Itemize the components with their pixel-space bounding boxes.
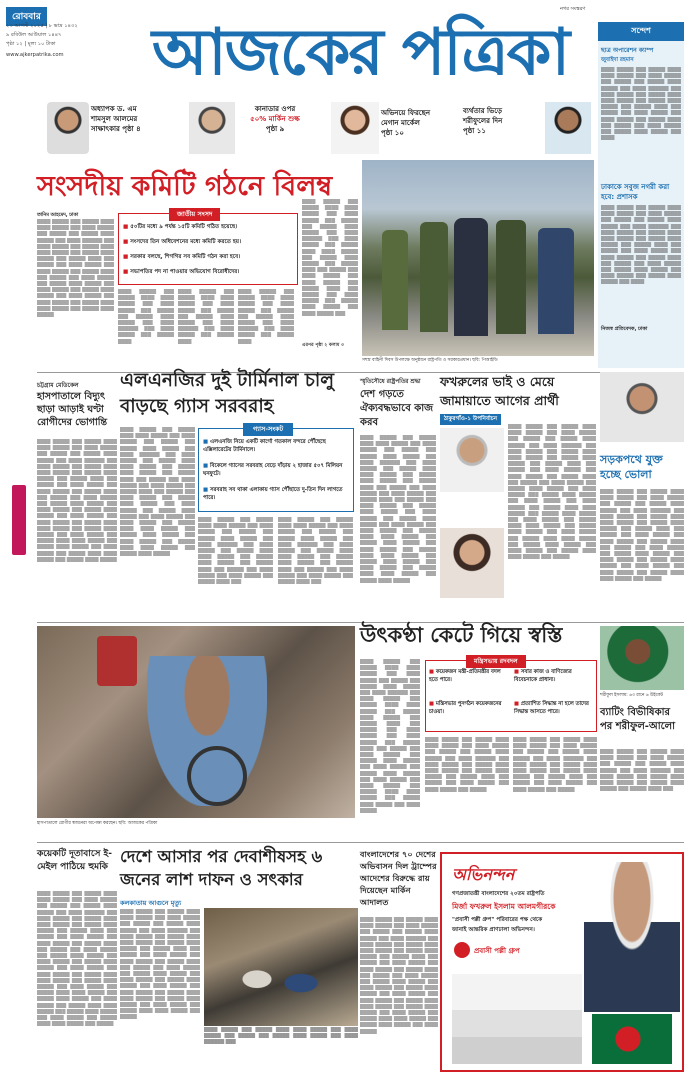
side-logo-strip	[12, 485, 26, 555]
hospital-photo-caption: হাসপাতালে রোগীর স্বজনেরা অপেক্ষা করছেন। ছবি: আজকের পত্রিকা	[37, 821, 158, 826]
relief-headline[interactable]: উৎকণ্ঠা কেটে গিয়ে স্বস্তি	[360, 623, 563, 647]
sharif-caption: শরীফুল ইসলাম: ৬৩ রানে ৬ উইকেট	[600, 693, 663, 698]
funeral-photo-figures	[224, 948, 334, 1026]
cabinet-bullet-3: ■ সবার কাজ ও বাণিজ্যের বিবেচনাকে প্রাধান্য।	[514, 669, 572, 683]
trump-headline[interactable]: বাংলাদেশের ৭০ দেশের অভিবাসন দিল ট্রাম্পের আদেশের বিরুদ্ধে রায় দিয়েছেন মার্কিন আদালত	[360, 849, 437, 907]
cabinet-bullet-2: ■ মন্ত্রিসভার পুনর্গঠন কয়েকজনের চাওয়া।	[429, 701, 502, 715]
lead-photo	[362, 160, 594, 356]
relief-body-1: ▒▒▒▒ ▒▒▒▒▒ ▒▒▒ ▒▒▒▒▒ ▒▒▒▒ ▒▒▒▒ ▒▒▒▒▒ ▒▒▒ ▒▒▒▒ ▒▒▒▒▒ ▒▒▒ ▒▒▒▒▒ ▒▒▒ ▒▒▒▒▒ ▒▒▒▒ ▒▒▒▒▒ ▒▒▒ ▒▒▒▒ ▒▒▒▒▒▒ ▒▒▒ ▒▒▒▒ ▒▒▒▒▒ ▒▒▒ ▒▒▒▒▒ ▒▒▒▒ ▒▒▒▒ ▒▒▒▒▒ ▒▒▒ ▒▒▒▒▒ ▒▒▒▒ ▒▒▒▒▒ ▒▒▒ ▒▒▒▒▒ ▒▒▒▒ ▒▒▒ ▒▒▒▒▒ ▒▒▒ ▒▒▒▒ ▒▒▒▒▒ ▒▒▒ ▒▒▒▒ ▒▒▒▒▒ ▒▒▒ ▒▒▒▒▒ ▒▒▒▒ ▒▒▒ ▒▒▒▒▒ ▒▒▒ ▒▒▒▒ ▒▒▒▒▒ ▒▒▒ ▒▒▒▒▒ ▒▒▒▒ ▒▒▒▒▒ ▒▒▒ ▒▒▒▒ ▒▒▒▒▒ ▒▒▒ ▒▒▒▒▒ ▒▒▒▒ ▒▒▒▒▒ ▒▒▒ ▒▒▒▒ ▒▒▒▒▒ ▒▒▒ ▒▒▒▒ ▒▒▒▒▒ ▒▒▒ ▒▒▒▒▒ ▒▒▒▒ ▒▒▒▒ ▒▒▒▒▒ ▒▒▒ ▒▒▒▒▒ ▒▒▒▒ ▒▒▒▒▒ ▒▒▒ ▒▒▒▒ ▒▒▒▒▒	[360, 660, 420, 814]
teaser-2-text: কানাডার ওপর ৫০% মার্কিন শুল্ক পৃষ্ঠা ৯	[250, 105, 300, 133]
lead-photo-figure-5	[538, 228, 574, 334]
masthead-date: ২৩ আগস্ট ২০২৫ | ৮ ভাদ্র ১৪৩২	[6, 23, 78, 29]
teaser-bar	[37, 100, 595, 156]
road-photo	[600, 372, 684, 442]
relief-body-2: ▒▒▒▒ ▒▒▒▒▒ ▒▒▒ ▒▒▒▒▒ ▒▒▒▒ ▒▒▒▒ ▒▒▒▒▒ ▒▒▒ ▒▒▒▒ ▒▒▒▒▒ ▒▒▒ ▒▒▒▒▒ ▒▒▒ ▒▒▒▒▒ ▒▒▒▒ ▒▒▒▒▒ ▒▒▒ ▒▒▒▒ ▒▒▒▒▒▒ ▒▒▒ ▒▒▒▒ ▒▒▒▒▒ ▒▒▒ ▒▒▒▒▒ ▒▒▒▒ ▒▒▒▒ ▒▒▒▒▒ ▒▒▒ ▒▒▒▒▒ ▒▒▒▒ ▒▒▒▒▒ ▒▒▒ ▒▒▒▒▒ ▒▒▒▒ ▒▒▒ ▒▒▒▒▒ ▒▒▒ ▒▒▒▒ ▒▒▒▒▒ ▒▒▒ ▒▒▒▒ ▒▒▒▒▒ ▒▒▒ ▒▒▒▒▒	[425, 738, 509, 793]
unity-body: ▒▒▒▒ ▒▒▒▒▒ ▒▒▒ ▒▒▒▒▒ ▒▒▒▒ ▒▒▒▒ ▒▒▒▒▒ ▒▒▒ ▒▒▒▒ ▒▒▒▒▒ ▒▒▒ ▒▒▒▒▒ ▒▒▒ ▒▒▒▒▒ ▒▒▒▒ ▒▒▒▒▒ ▒▒▒ ▒▒▒▒ ▒▒▒▒▒▒ ▒▒▒ ▒▒▒▒ ▒▒▒▒▒ ▒▒▒ ▒▒▒▒▒ ▒▒▒▒ ▒▒▒▒ ▒▒▒▒▒ ▒▒▒ ▒▒▒▒▒ ▒▒▒▒ ▒▒▒▒▒ ▒▒▒ ▒▒▒▒▒ ▒▒▒▒ ▒▒▒ ▒▒▒▒▒ ▒▒▒ ▒▒▒▒ ▒▒▒▒▒ ▒▒▒ ▒▒▒▒ ▒▒▒▒▒ ▒▒▒ ▒▒▒▒▒ ▒▒▒▒ ▒▒▒ ▒▒▒▒▒ ▒▒▒ ▒▒▒▒ ▒▒▒▒▒ ▒▒▒ ▒▒▒▒▒ ▒▒▒▒ ▒▒▒▒▒ ▒▒▒ ▒▒▒▒ ▒▒▒▒▒ ▒▒▒ ▒▒▒▒▒ ▒▒▒▒ ▒▒▒▒▒ ▒▒▒ ▒▒▒▒ ▒▒▒▒▒ ▒▒▒ ▒▒▒▒ ▒▒▒▒▒ ▒▒▒ ▒▒▒▒▒ ▒▒▒▒ ▒▒▒▒ ▒▒▒▒▒ ▒▒▒ ▒▒▒▒▒ ▒▒▒▒ ▒▒▒▒▒ ▒▒▒ ▒▒▒▒ ▒▒▒▒▒ ▒▒▒ ▒▒▒▒▒ ▒▒▒▒ ▒▒▒▒ ▒▒▒▒▒ ▒▒▒ ▒▒▒▒▒ ▒▒▒▒ ▒▒▒▒▒ ▒▒▒ ▒▒▒▒ ▒▒▒▒▒ ▒▒▒ ▒▒▒▒▒ ▒▒▒▒ ▒▒▒▒ ▒▒▒▒▒ ▒▒▒ ▒▒▒▒▒ ▒▒▒▒ ▒▒▒▒▒	[360, 436, 436, 584]
lead-body-col4: ▒▒▒▒ ▒▒▒▒▒ ▒▒▒ ▒▒▒▒▒ ▒▒▒▒ ▒▒▒▒ ▒▒▒▒▒ ▒▒▒ ▒▒▒▒ ▒▒▒▒▒ ▒▒▒ ▒▒▒▒▒ ▒▒▒ ▒▒▒▒▒ ▒▒▒▒ ▒▒▒▒▒ ▒▒▒ ▒▒▒▒ ▒▒▒▒▒▒ ▒▒▒ ▒▒▒▒ ▒▒▒▒▒ ▒▒▒ ▒▒▒▒▒ ▒▒▒▒	[238, 290, 294, 345]
funeral-body: ▒▒▒▒ ▒▒▒▒▒ ▒▒▒ ▒▒▒▒▒ ▒▒▒▒ ▒▒▒▒ ▒▒▒▒▒ ▒▒▒ ▒▒▒▒ ▒▒▒▒▒ ▒▒▒ ▒▒▒▒▒ ▒▒▒ ▒▒▒▒▒ ▒▒▒▒ ▒▒▒▒▒ ▒▒▒ ▒▒▒▒ ▒▒▒▒▒▒ ▒▒▒ ▒▒▒▒ ▒▒▒▒▒ ▒▒▒ ▒▒▒▒▒ ▒▒▒▒ ▒▒▒▒ ▒▒▒▒▒ ▒▒▒ ▒▒▒▒▒ ▒▒▒▒ ▒▒▒▒▒ ▒▒▒ ▒▒▒▒▒ ▒▒▒▒ ▒▒▒ ▒▒▒▒▒ ▒▒▒ ▒▒▒▒ ▒▒▒▒▒ ▒▒▒ ▒▒▒▒ ▒▒▒▒▒ ▒▒▒ ▒▒▒▒▒ ▒▒▒▒ ▒▒▒ ▒▒▒▒▒ ▒▒▒ ▒▒▒▒ ▒▒▒▒▒ ▒▒▒ ▒▒▒▒▒ ▒▒▒▒ ▒▒▒▒▒ ▒▒▒ ▒▒▒▒ ▒▒▒▒▒ ▒▒▒ ▒▒▒▒▒ ▒▒▒▒ ▒▒▒▒▒ ▒▒▒ ▒▒▒▒ ▒▒▒▒▒ ▒▒▒ ▒▒▒▒ ▒▒▒▒▒ ▒▒▒ ▒▒▒▒▒ ▒▒▒▒ ▒▒▒▒ ▒▒▒▒▒ ▒▒▒ ▒▒▒▒▒ ▒▒▒▒ ▒▒▒▒▒ ▒▒▒ ▒▒▒▒ ▒▒▒▒▒ ▒▒▒ ▒▒▒▒▒ ▒▒▒▒ ▒▒▒▒ ▒▒▒▒▒ ▒▒▒ ▒▒▒▒▒	[120, 910, 200, 1021]
ad-line4: জানাই আন্তরিক প্রাণঢালা অভিনন্দন।	[452, 927, 535, 933]
relief-body-3: ▒▒▒▒ ▒▒▒▒▒ ▒▒▒ ▒▒▒▒▒ ▒▒▒▒ ▒▒▒▒ ▒▒▒▒▒ ▒▒▒ ▒▒▒▒ ▒▒▒▒▒ ▒▒▒ ▒▒▒▒▒ ▒▒▒ ▒▒▒▒▒ ▒▒▒▒ ▒▒▒▒▒ ▒▒▒ ▒▒▒▒ ▒▒▒▒▒▒ ▒▒▒ ▒▒▒▒ ▒▒▒▒▒ ▒▒▒ ▒▒▒▒▒ ▒▒▒▒ ▒▒▒▒ ▒▒▒▒▒ ▒▒▒ ▒▒▒▒▒ ▒▒▒▒ ▒▒▒▒▒ ▒▒▒ ▒▒▒▒▒ ▒▒▒▒ ▒▒▒ ▒▒▒▒▒ ▒▒▒ ▒▒▒▒ ▒▒▒▒▒ ▒▒▒ ▒▒▒▒ ▒▒▒▒▒ ▒▒▒ ▒▒▒▒▒	[513, 738, 597, 793]
sidebar-item2-author: নিজস্ব প্রতিবেদক, ঢাকা	[601, 326, 648, 332]
teaser-2-photo	[189, 102, 235, 154]
email-headline[interactable]: কয়েকটি দূতাবাসে ই-মেইল পাঠিয়ে হুমকি	[37, 849, 112, 872]
ad-building	[452, 974, 582, 1064]
masthead-website[interactable]: www.ajkerpatrika.com	[6, 52, 64, 58]
lead-body-col1: ▒▒▒▒ ▒▒▒▒▒ ▒▒▒ ▒▒▒▒▒ ▒▒▒▒ ▒▒▒▒ ▒▒▒▒▒ ▒▒▒ ▒▒▒▒ ▒▒▒▒▒ ▒▒▒ ▒▒▒▒▒ ▒▒▒ ▒▒▒▒▒ ▒▒▒▒ ▒▒▒▒▒ ▒▒▒ ▒▒▒▒ ▒▒▒▒▒▒ ▒▒▒ ▒▒▒▒ ▒▒▒▒▒ ▒▒▒ ▒▒▒▒▒ ▒▒▒▒ ▒▒▒▒ ▒▒▒▒▒ ▒▒▒ ▒▒▒▒▒ ▒▒▒▒ ▒▒▒▒▒ ▒▒▒ ▒▒▒▒▒ ▒▒▒▒ ▒▒▒ ▒▒▒▒▒ ▒▒▒ ▒▒▒▒ ▒▒▒▒▒ ▒▒▒ ▒▒▒▒ ▒▒▒▒▒ ▒▒▒ ▒▒▒▒▒ ▒▒▒▒ ▒▒▒ ▒▒▒▒▒ ▒▒▒ ▒▒▒▒ ▒▒▒▒▒ ▒▒▒ ▒▒▒▒▒ ▒▒▒▒ ▒▒▒▒▒ ▒▒▒ ▒▒▒▒ ▒▒▒▒▒ ▒▒▒ ▒▒▒▒▒ ▒▒▒▒ ▒▒▒▒▒ ▒▒▒ ▒▒▒▒ ▒▒▒▒▒ ▒▒▒ ▒▒▒▒ ▒▒▒▒▒ ▒▒▒ ▒▒▒▒▒ ▒▒▒▒ ▒▒▒▒ ▒▒▒▒▒ ▒▒▒ ▒▒▒▒▒ ▒▒▒▒ ▒▒▒▒▒	[37, 220, 114, 319]
teaser-3-text: অভিনয়ে ফিরছেন মেগান মার্কেল পৃষ্ঠা ১০	[381, 109, 431, 137]
ad-box[interactable]	[440, 852, 684, 1072]
gas-bullet-2: ■ বিকেলে গ্যাসের সরবরাহ বেড়ে দাঁড়ায় ২ হাজার ৫০৭ মিলিয়ন ঘনফুটে।	[203, 463, 343, 477]
fakhrul-photo-1	[440, 428, 504, 492]
lead-bullet-1: ■ ৫০টির মধ্যে ৯ পর্যন্ত ১৫টি কমিটি গঠিত হয়েছে।	[123, 224, 238, 230]
lng-body-right-b: ▒▒▒▒ ▒▒▒▒▒ ▒▒▒ ▒▒▒▒▒ ▒▒▒▒ ▒▒▒▒ ▒▒▒▒▒ ▒▒▒ ▒▒▒▒ ▒▒▒▒▒ ▒▒▒ ▒▒▒▒▒ ▒▒▒ ▒▒▒▒▒ ▒▒▒▒ ▒▒▒▒▒ ▒▒▒ ▒▒▒▒ ▒▒▒▒▒▒ ▒▒▒ ▒▒▒▒ ▒▒▒▒▒ ▒▒▒ ▒▒▒▒▒ ▒▒▒▒ ▒▒▒▒ ▒▒▒▒▒ ▒▒▒ ▒▒▒▒▒ ▒▒▒▒ ▒▒▒▒▒ ▒▒▒ ▒▒▒▒▒ ▒▒▒▒ ▒▒▒ ▒▒▒▒▒ ▒▒▒ ▒▒▒▒ ▒▒▒▒▒ ▒▒▒ ▒▒▒▒ ▒▒▒▒▒ ▒▒▒ ▒▒▒▒▒ ▒▒▒▒ ▒▒▒	[278, 518, 353, 586]
funeral-photo-caption: ▒▒▒▒ ▒▒▒▒▒ ▒▒▒ ▒▒▒▒▒ ▒▒▒▒ ▒▒▒▒ ▒▒▒▒▒ ▒▒▒ ▒▒▒▒ ▒▒▒▒▒ ▒▒▒ ▒▒▒▒▒ ▒▒▒ ▒▒▒▒▒ ▒▒▒▒ ▒▒▒▒▒ ▒▒▒ ▒▒▒▒ ▒▒▒▒▒▒ ▒▒▒	[204, 1028, 358, 1046]
hospital-photo-wheelchair	[187, 746, 247, 806]
lead-bullet-box	[118, 210, 298, 285]
teaser-1[interactable]	[37, 100, 175, 156]
hospital-kicker: চট্টগ্রাম মেডিকেল	[37, 382, 79, 389]
gas-bullet-1: ■ এলএনজি নিয়ে একটি কার্গো গতকাল বন্দরে পৌঁছেছে এক্সিলারেটের টার্মিনালে।	[203, 439, 326, 453]
sharif-photo	[600, 626, 684, 690]
sidebar	[598, 22, 684, 368]
hospital-photo	[37, 626, 355, 818]
ad-flag-icon	[592, 1014, 672, 1064]
lead-bullet-box-title: জাতীয় সংসদ	[169, 208, 220, 221]
funeral-photo	[204, 908, 358, 1026]
masthead-day: রোববার	[6, 7, 47, 26]
unity-headline[interactable]: দেশ গড়তে ঐক্যবদ্ধভাবে কাজ করব	[360, 389, 434, 428]
hospital-photo-bag	[97, 636, 137, 686]
email-body: ▒▒▒▒ ▒▒▒▒▒ ▒▒▒ ▒▒▒▒▒ ▒▒▒▒ ▒▒▒▒ ▒▒▒▒▒ ▒▒▒ ▒▒▒▒ ▒▒▒▒▒ ▒▒▒ ▒▒▒▒▒ ▒▒▒ ▒▒▒▒▒ ▒▒▒▒ ▒▒▒▒▒ ▒▒▒ ▒▒▒▒ ▒▒▒▒▒▒ ▒▒▒ ▒▒▒▒ ▒▒▒▒▒ ▒▒▒ ▒▒▒▒▒ ▒▒▒▒ ▒▒▒▒ ▒▒▒▒▒ ▒▒▒ ▒▒▒▒▒ ▒▒▒▒ ▒▒▒▒▒ ▒▒▒ ▒▒▒▒▒ ▒▒▒▒ ▒▒▒ ▒▒▒▒▒ ▒▒▒ ▒▒▒▒ ▒▒▒▒▒ ▒▒▒ ▒▒▒▒ ▒▒▒▒▒ ▒▒▒ ▒▒▒▒▒ ▒▒▒▒ ▒▒▒ ▒▒▒▒▒ ▒▒▒ ▒▒▒▒ ▒▒▒▒▒ ▒▒▒ ▒▒▒▒▒ ▒▒▒▒ ▒▒▒▒▒ ▒▒▒ ▒▒▒▒ ▒▒▒▒▒ ▒▒▒ ▒▒▒▒▒ ▒▒▒▒ ▒▒▒▒▒ ▒▒▒ ▒▒▒▒ ▒▒▒▒▒ ▒▒▒ ▒▒▒▒ ▒▒▒▒▒ ▒▒▒ ▒▒▒▒▒ ▒▒▒▒ ▒▒▒▒ ▒▒▒▒▒ ▒▒▒ ▒▒▒▒▒ ▒▒▒▒ ▒▒▒▒▒ ▒▒▒ ▒▒▒▒ ▒▒▒▒▒ ▒▒▒ ▒▒▒▒▒ ▒▒▒▒ ▒▒▒▒ ▒▒▒▒▒ ▒▒▒ ▒▒▒▒▒ ▒▒▒▒ ▒▒▒▒▒ ▒▒▒ ▒▒▒▒ ▒▒▒▒▒ ▒▒▒ ▒▒▒▒▒ ▒▒▒▒ ▒▒▒▒ ▒▒▒▒▒ ▒▒▒ ▒▒▒▒▒ ▒▒▒▒ ▒▒▒▒▒ ▒▒▒ ▒▒▒▒ ▒▒▒▒▒ ▒▒▒ ▒▒▒▒▒ ▒▒▒▒ ▒▒▒▒ ▒▒▒▒▒ ▒▒▒ ▒▒▒▒▒	[37, 892, 117, 1028]
lead-bullet-3: ■ সরকার বলছে, শিগগির সব কমিটি গঠন করা হবে।	[123, 254, 241, 260]
road-body: ▒▒▒▒ ▒▒▒▒▒ ▒▒▒ ▒▒▒▒▒ ▒▒▒▒ ▒▒▒▒ ▒▒▒▒▒ ▒▒▒ ▒▒▒▒ ▒▒▒▒▒ ▒▒▒ ▒▒▒▒▒ ▒▒▒ ▒▒▒▒▒ ▒▒▒▒ ▒▒▒▒▒ ▒▒▒ ▒▒▒▒ ▒▒▒▒▒▒ ▒▒▒ ▒▒▒▒ ▒▒▒▒▒ ▒▒▒ ▒▒▒▒▒ ▒▒▒▒ ▒▒▒▒ ▒▒▒▒▒ ▒▒▒ ▒▒▒▒▒ ▒▒▒▒ ▒▒▒▒▒ ▒▒▒ ▒▒▒▒▒ ▒▒▒▒ ▒▒▒ ▒▒▒▒▒ ▒▒▒ ▒▒▒▒ ▒▒▒▒▒ ▒▒▒ ▒▒▒▒ ▒▒▒▒▒ ▒▒▒ ▒▒▒▒▒ ▒▒▒▒ ▒▒▒ ▒▒▒▒▒ ▒▒▒ ▒▒▒▒ ▒▒▒▒▒ ▒▒▒ ▒▒▒▒▒ ▒▒▒▒ ▒▒▒▒▒ ▒▒▒ ▒▒▒▒ ▒▒▒▒▒ ▒▒▒ ▒▒▒▒▒ ▒▒▒▒ ▒▒▒▒▒ ▒▒▒ ▒▒▒▒ ▒▒▒▒▒ ▒▒▒ ▒▒▒▒ ▒▒▒▒▒ ▒▒▒ ▒▒▒▒▒ ▒▒▒▒ ▒▒▒▒ ▒▒▒▒▒ ▒▒▒ ▒▒▒▒▒	[600, 490, 684, 582]
lng-body-right-a: ▒▒▒▒ ▒▒▒▒▒ ▒▒▒ ▒▒▒▒▒ ▒▒▒▒ ▒▒▒▒ ▒▒▒▒▒ ▒▒▒ ▒▒▒▒ ▒▒▒▒▒ ▒▒▒ ▒▒▒▒▒ ▒▒▒ ▒▒▒▒▒ ▒▒▒▒ ▒▒▒▒▒ ▒▒▒ ▒▒▒▒ ▒▒▒▒▒▒ ▒▒▒ ▒▒▒▒ ▒▒▒▒▒ ▒▒▒ ▒▒▒▒▒ ▒▒▒▒ ▒▒▒▒ ▒▒▒▒▒ ▒▒▒ ▒▒▒▒▒ ▒▒▒▒ ▒▒▒▒▒ ▒▒▒ ▒▒▒▒▒ ▒▒▒▒ ▒▒▒ ▒▒▒▒▒ ▒▒▒ ▒▒▒▒ ▒▒▒▒▒ ▒▒▒ ▒▒▒▒ ▒▒▒▒▒ ▒▒▒ ▒▒▒▒▒ ▒▒▒▒ ▒▒▒	[198, 518, 273, 586]
funeral-headline[interactable]: দেশে আসার পর দেবাশীষসহ ৬ জনের লাশ দাফন ও সৎকার	[120, 847, 323, 889]
ad-line1: গণপ্রজাতন্ত্রী বাংলাদেশের ২০তম রাষ্ট্রপতি	[452, 891, 545, 897]
fakhrul-photo-2	[440, 528, 504, 598]
teaser-3[interactable]	[317, 100, 455, 156]
lead-photo-figure-4	[496, 220, 526, 334]
trump-body: ▒▒▒▒ ▒▒▒▒▒ ▒▒▒ ▒▒▒▒▒ ▒▒▒▒ ▒▒▒▒ ▒▒▒▒▒ ▒▒▒ ▒▒▒▒ ▒▒▒▒▒ ▒▒▒ ▒▒▒▒▒ ▒▒▒ ▒▒▒▒▒ ▒▒▒▒ ▒▒▒▒▒ ▒▒▒ ▒▒▒▒ ▒▒▒▒▒▒ ▒▒▒ ▒▒▒▒ ▒▒▒▒▒ ▒▒▒ ▒▒▒▒▒ ▒▒▒▒ ▒▒▒▒ ▒▒▒▒▒ ▒▒▒ ▒▒▒▒▒ ▒▒▒▒ ▒▒▒▒▒ ▒▒▒ ▒▒▒▒▒ ▒▒▒▒ ▒▒▒ ▒▒▒▒▒ ▒▒▒ ▒▒▒▒ ▒▒▒▒▒ ▒▒▒ ▒▒▒▒ ▒▒▒▒▒ ▒▒▒ ▒▒▒▒▒ ▒▒▒▒ ▒▒▒ ▒▒▒▒▒ ▒▒▒ ▒▒▒▒ ▒▒▒▒▒ ▒▒▒ ▒▒▒▒▒ ▒▒▒▒ ▒▒▒▒▒ ▒▒▒ ▒▒▒▒ ▒▒▒▒▒ ▒▒▒ ▒▒▒▒▒ ▒▒▒▒ ▒▒▒▒▒ ▒▒▒ ▒▒▒▒ ▒▒▒▒▒ ▒▒▒ ▒▒▒▒ ▒▒▒▒▒ ▒▒▒ ▒▒▒▒▒ ▒▒▒▒ ▒▒▒▒ ▒▒▒▒▒ ▒▒▒ ▒▒▒▒▒ ▒▒▒▒ ▒▒▒▒▒ ▒▒▒ ▒▒▒▒ ▒▒▒▒▒ ▒▒▒ ▒▒▒▒▒ ▒▒▒▒ ▒▒▒▒ ▒▒▒▒▒ ▒▒▒ ▒▒▒▒▒ ▒▒▒▒ ▒▒▒▒▒ ▒▒▒ ▒▒▒▒ ▒▒▒▒▒	[360, 918, 438, 1035]
lead-bullet-2: ■ সংসদের তিন অধিবেশনের মধ্যে কমিটি করতে হয়।	[123, 239, 242, 245]
lead-body-col2: ▒▒▒▒ ▒▒▒▒▒ ▒▒▒ ▒▒▒▒▒ ▒▒▒▒ ▒▒▒▒ ▒▒▒▒▒ ▒▒▒ ▒▒▒▒ ▒▒▒▒▒ ▒▒▒ ▒▒▒▒▒ ▒▒▒ ▒▒▒▒▒ ▒▒▒▒ ▒▒▒▒▒ ▒▒▒ ▒▒▒▒ ▒▒▒▒▒▒ ▒▒▒ ▒▒▒▒ ▒▒▒▒▒ ▒▒▒ ▒▒▒▒▒ ▒▒▒▒	[118, 290, 174, 345]
gas-box-title: গ্যাস-সংকট	[243, 423, 293, 436]
road-headline[interactable]: সড়কপথে যুক্ত হচ্ছে ভোলা	[600, 453, 663, 481]
lead-photo-figure-2	[420, 222, 448, 332]
masthead-logo: আজকের পত্রিকা	[152, 16, 568, 90]
unity-kicker: স্মৃতিসৌধে রাষ্ট্রপতির শ্রদ্ধা	[360, 379, 421, 385]
gas-bullet-3: ■ সরবরাহ সব থাকা এলাকায় গ্যাস পৌঁছাতে দু-তিন দিন লাগতে পারে।	[203, 487, 343, 501]
sidebar-item1-title[interactable]: ছাত্র অপারেশন ক্যাম্প	[601, 47, 654, 54]
ad-greeting: অভিনন্দন	[452, 865, 515, 884]
cabinet-box	[425, 660, 597, 732]
fire-kicker: কলকাতায় আগুনে মৃত্যু	[120, 899, 182, 907]
hospital-headline[interactable]: হাসপাতালে বিদ্যুৎ ছাড়া আড়াই ঘণ্টা রোগীদের ভোগান্তি	[37, 391, 108, 428]
teaser-4-text: ব্যর্থতার ভিড়ে শরীফুলের দিন পৃষ্ঠা ১১	[463, 107, 503, 135]
ad-line3: "প্রবাসী পল্লী গ্রুপ" পরিবারের পক্ষ থেকে	[452, 917, 543, 923]
fakhrul-headline[interactable]: ফখরুলের ভাই ও মেয়ে জামায়াতে আগের প্রার্থী	[440, 374, 559, 408]
lead-continue: এরপর পৃষ্ঠা ২ কলাম ৩	[302, 343, 344, 348]
teaser-1-photo	[47, 102, 89, 154]
ad-name: মির্জা ফখরুল ইসলাম আলমগীরকে	[452, 902, 556, 911]
lead-headline[interactable]: সংসদীয় কমিটি গঠনে বিলম্ব	[37, 171, 333, 202]
teaser-3-photo	[331, 102, 379, 154]
teaser-1-text: অধ্যাপক ড. এম শামসুল আলমের সাক্ষাৎকার পৃষ্ঠা ৪	[91, 105, 141, 133]
teaser-4[interactable]	[457, 100, 595, 156]
sidebar-item1-author: জুবাইদা রহমান	[601, 57, 634, 63]
ad-portrait	[584, 862, 680, 1012]
batting-body: ▒▒▒▒ ▒▒▒▒▒ ▒▒▒ ▒▒▒▒▒ ▒▒▒▒ ▒▒▒▒ ▒▒▒▒▒ ▒▒▒ ▒▒▒▒ ▒▒▒▒▒ ▒▒▒ ▒▒▒▒▒ ▒▒▒ ▒▒▒▒▒ ▒▒▒▒ ▒▒▒▒▒ ▒▒▒ ▒▒▒▒ ▒▒▒▒▒▒ ▒▒▒ ▒▒▒▒ ▒▒▒▒▒ ▒▒▒ ▒▒▒▒▒ ▒▒▒▒ ▒▒▒▒ ▒▒▒▒▒ ▒▒▒ ▒▒▒▒▒ ▒▒▒▒ ▒▒▒▒▒ ▒▒▒ ▒▒▒▒▒ ▒▒▒▒ ▒▒▒	[600, 750, 684, 793]
divider-row4	[37, 842, 684, 843]
lead-bullet-4: ■ সভাপতির পদ না পাওয়ার অভিযোগ বিরোধীদের।	[123, 269, 240, 275]
masthead-hijri: ৯ রবিউল আউয়াল ১৪৪৭	[6, 32, 62, 38]
fakhrul-kicker: ঠাকুরগাঁও-১ উপনির্বাচন	[440, 414, 501, 425]
teaser-4-photo	[545, 102, 591, 154]
lng-headline[interactable]: এলএনজির দুই টার্মিনাল চালু বাড়ছে গ্যাস সরবরাহ	[120, 370, 334, 417]
fakhrul-body: ▒▒▒▒ ▒▒▒▒▒ ▒▒▒ ▒▒▒▒▒ ▒▒▒▒ ▒▒▒▒ ▒▒▒▒▒ ▒▒▒ ▒▒▒▒ ▒▒▒▒▒ ▒▒▒ ▒▒▒▒▒ ▒▒▒ ▒▒▒▒▒ ▒▒▒▒ ▒▒▒▒▒ ▒▒▒ ▒▒▒▒ ▒▒▒▒▒▒ ▒▒▒ ▒▒▒▒ ▒▒▒▒▒ ▒▒▒ ▒▒▒▒▒ ▒▒▒▒ ▒▒▒▒ ▒▒▒▒▒ ▒▒▒ ▒▒▒▒▒ ▒▒▒▒ ▒▒▒▒▒ ▒▒▒ ▒▒▒▒▒ ▒▒▒▒ ▒▒▒ ▒▒▒▒▒ ▒▒▒ ▒▒▒▒ ▒▒▒▒▒ ▒▒▒ ▒▒▒▒ ▒▒▒▒▒ ▒▒▒ ▒▒▒▒▒ ▒▒▒▒ ▒▒▒ ▒▒▒▒▒ ▒▒▒ ▒▒▒▒ ▒▒▒▒▒ ▒▒▒ ▒▒▒▒▒ ▒▒▒▒ ▒▒▒▒▒ ▒▒▒ ▒▒▒▒ ▒▒▒▒▒ ▒▒▒ ▒▒▒▒▒ ▒▒▒▒ ▒▒▒▒▒ ▒▒▒ ▒▒▒▒ ▒▒▒▒▒ ▒▒▒ ▒▒▒▒ ▒▒▒▒▒ ▒▒▒ ▒▒▒▒▒ ▒▒▒▒ ▒▒▒▒ ▒▒▒▒▒ ▒▒▒ ▒▒▒▒▒ ▒▒▒▒ ▒▒▒▒▒ ▒▒▒ ▒▒▒▒ ▒▒▒▒▒ ▒▒▒ ▒▒▒▒▒ ▒▒▒▒ ▒▒▒▒ ▒▒▒▒▒ ▒▒▒ ▒▒▒▒▒ ▒▒▒▒ ▒▒▒▒▒ ▒▒▒ ▒▒▒▒ ▒▒▒▒▒ ▒▒▒ ▒▒▒▒▒ ▒▒▒▒ ▒▒▒▒ ▒▒▒▒▒ ▒▒▒ ▒▒▒▒▒ ▒▒▒▒ ▒▒▒▒▒ ▒▒▒ ▒▒▒▒ ▒▒▒▒▒ ▒▒▒ ▒▒▒▒▒ ▒▒▒▒ ▒▒▒▒ ▒▒▒▒▒ ▒▒▒ ▒▒▒▒▒	[508, 425, 596, 561]
lead-photo-figure-1	[382, 230, 408, 330]
gas-box	[198, 425, 354, 512]
lead-byline: তানিম আহমেদ, ঢাকা	[37, 213, 79, 218]
lead-body-col5: ▒▒▒▒ ▒▒▒▒▒ ▒▒▒ ▒▒▒▒▒ ▒▒▒▒ ▒▒▒▒ ▒▒▒▒▒ ▒▒▒ ▒▒▒▒ ▒▒▒▒▒ ▒▒▒ ▒▒▒▒▒ ▒▒▒ ▒▒▒▒▒ ▒▒▒▒ ▒▒▒▒▒ ▒▒▒ ▒▒▒▒ ▒▒▒▒▒▒ ▒▒▒ ▒▒▒▒ ▒▒▒▒▒ ▒▒▒ ▒▒▒▒▒ ▒▒▒▒ ▒▒▒▒ ▒▒▒▒▒ ▒▒▒ ▒▒▒▒▒ ▒▒▒▒ ▒▒▒▒▒ ▒▒▒ ▒▒▒▒▒ ▒▒▒▒ ▒▒▒ ▒▒▒▒▒ ▒▒▒ ▒▒▒▒ ▒▒▒▒▒ ▒▒▒ ▒▒▒▒ ▒▒▒▒▒ ▒▒▒ ▒▒▒▒▒ ▒▒▒▒ ▒▒▒ ▒▒▒▒▒ ▒▒▒ ▒▒▒▒ ▒▒▒▒▒ ▒▒▒ ▒▒▒▒▒ ▒▒▒▒ ▒▒▒▒▒ ▒▒▒ ▒▒▒▒ ▒▒▒▒▒ ▒▒▒	[302, 200, 358, 317]
masthead-edition: নগর সংস্করণ	[560, 6, 586, 12]
teaser-2[interactable]	[177, 100, 315, 156]
sidebar-item1-body: ▒▒▒▒ ▒▒▒▒▒ ▒▒▒ ▒▒▒▒▒ ▒▒▒▒ ▒▒▒▒ ▒▒▒▒▒ ▒▒▒ ▒▒▒▒ ▒▒▒▒▒ ▒▒▒ ▒▒▒▒▒ ▒▒▒ ▒▒▒▒▒ ▒▒▒▒ ▒▒▒▒▒ ▒▒▒ ▒▒▒▒ ▒▒▒▒▒▒ ▒▒▒ ▒▒▒▒ ▒▒▒▒▒ ▒▒▒ ▒▒▒▒▒ ▒▒▒▒ ▒▒▒▒ ▒▒▒▒▒ ▒▒▒ ▒▒▒▒▒ ▒▒▒▒ ▒▒▒▒▒ ▒▒▒ ▒▒▒▒▒ ▒▒▒▒ ▒▒▒ ▒▒▒▒▒ ▒▒▒ ▒▒▒▒ ▒▒▒▒▒ ▒▒▒ ▒▒▒▒ ▒▒▒▒▒ ▒▒▒ ▒▒▒▒▒ ▒▒▒▒ ▒▒▒ ▒▒▒▒▒ ▒▒▒ ▒▒▒▒ ▒▒▒▒▒ ▒▒▒ ▒▒▒▒▒ ▒▒▒▒ ▒▒▒▒▒ ▒▒▒ ▒▒▒▒	[601, 68, 681, 142]
sidebar-item2-title[interactable]: ঢাকাকে সবুজ নগরী করা হবে: প্রশাসক	[601, 183, 670, 201]
cabinet-bullet-4: ■ প্রত্যাশিত সিদ্ধান্ত না হলে তাদের সিদ্ধান্ত আসতে পারে।	[514, 701, 589, 715]
cabinet-box-title: মন্ত্রিসভায় রদবদল	[466, 655, 526, 668]
ad-sponsor: প্রবাসী পল্লী গ্রুপ	[474, 947, 520, 955]
lead-body-col3: ▒▒▒▒ ▒▒▒▒▒ ▒▒▒ ▒▒▒▒▒ ▒▒▒▒ ▒▒▒▒ ▒▒▒▒▒ ▒▒▒ ▒▒▒▒ ▒▒▒▒▒ ▒▒▒ ▒▒▒▒▒ ▒▒▒ ▒▒▒▒▒ ▒▒▒▒ ▒▒▒▒▒ ▒▒▒ ▒▒▒▒ ▒▒▒▒▒▒ ▒▒▒ ▒▒▒▒ ▒▒▒▒▒ ▒▒▒ ▒▒▒▒▒ ▒▒▒▒	[178, 290, 234, 345]
lead-photo-caption: সশস্ত্র বাহিনী দিবস উপলক্ষে অনুষ্ঠানে রাষ্ট্রপতি ও সরকারপ্রধান। ছবি: পিআইডি	[362, 358, 498, 363]
lng-body-left: ▒▒▒▒ ▒▒▒▒▒ ▒▒▒ ▒▒▒▒▒ ▒▒▒▒ ▒▒▒▒ ▒▒▒▒▒ ▒▒▒ ▒▒▒▒ ▒▒▒▒▒ ▒▒▒ ▒▒▒▒▒ ▒▒▒ ▒▒▒▒▒ ▒▒▒▒ ▒▒▒▒▒ ▒▒▒ ▒▒▒▒ ▒▒▒▒▒▒ ▒▒▒ ▒▒▒▒ ▒▒▒▒▒ ▒▒▒ ▒▒▒▒▒ ▒▒▒▒ ▒▒▒▒ ▒▒▒▒▒ ▒▒▒ ▒▒▒▒▒ ▒▒▒▒ ▒▒▒▒▒ ▒▒▒ ▒▒▒▒▒ ▒▒▒▒ ▒▒▒ ▒▒▒▒▒ ▒▒▒ ▒▒▒▒ ▒▒▒▒▒ ▒▒▒ ▒▒▒▒ ▒▒▒▒▒ ▒▒▒ ▒▒▒▒▒ ▒▒▒▒ ▒▒▒ ▒▒▒▒▒ ▒▒▒ ▒▒▒▒ ▒▒▒▒▒ ▒▒▒ ▒▒▒▒▒ ▒▒▒▒ ▒▒▒▒▒ ▒▒▒ ▒▒▒▒ ▒▒▒▒▒ ▒▒▒ ▒▒▒▒▒ ▒▒▒▒ ▒▒▒▒▒ ▒▒▒ ▒▒▒▒ ▒▒▒▒▒ ▒▒▒ ▒▒▒▒ ▒▒▒▒▒ ▒▒▒ ▒▒▒▒▒ ▒▒▒▒ ▒▒▒▒ ▒▒▒▒▒ ▒▒▒ ▒▒▒▒▒ ▒▒▒▒ ▒▒▒▒▒ ▒▒▒ ▒▒▒▒ ▒▒▒▒▒ ▒▒▒ ▒▒▒▒▒ ▒▒▒▒ ▒▒▒▒ ▒▒▒▒▒ ▒▒▒ ▒▒▒▒▒ ▒▒▒▒ ▒▒▒▒▒	[120, 428, 195, 558]
ad-sponsor-logo-icon	[454, 942, 470, 958]
lead-photo-figure-3	[454, 218, 488, 336]
hospital-body: ▒▒▒▒ ▒▒▒▒▒ ▒▒▒ ▒▒▒▒▒ ▒▒▒▒ ▒▒▒▒ ▒▒▒▒▒ ▒▒▒ ▒▒▒▒ ▒▒▒▒▒ ▒▒▒ ▒▒▒▒▒ ▒▒▒ ▒▒▒▒▒ ▒▒▒▒ ▒▒▒▒▒ ▒▒▒ ▒▒▒▒ ▒▒▒▒▒▒ ▒▒▒ ▒▒▒▒ ▒▒▒▒▒ ▒▒▒ ▒▒▒▒▒ ▒▒▒▒ ▒▒▒▒ ▒▒▒▒▒ ▒▒▒ ▒▒▒▒▒ ▒▒▒▒ ▒▒▒▒▒ ▒▒▒ ▒▒▒▒▒ ▒▒▒▒ ▒▒▒ ▒▒▒▒▒ ▒▒▒ ▒▒▒▒ ▒▒▒▒▒ ▒▒▒ ▒▒▒▒ ▒▒▒▒▒ ▒▒▒ ▒▒▒▒▒ ▒▒▒▒ ▒▒▒ ▒▒▒▒▒ ▒▒▒ ▒▒▒▒ ▒▒▒▒▒ ▒▒▒ ▒▒▒▒▒ ▒▒▒▒ ▒▒▒▒▒ ▒▒▒ ▒▒▒▒ ▒▒▒▒▒ ▒▒▒ ▒▒▒▒▒ ▒▒▒▒ ▒▒▒▒▒ ▒▒▒ ▒▒▒▒ ▒▒▒▒▒ ▒▒▒ ▒▒▒▒ ▒▒▒▒▒ ▒▒▒ ▒▒▒▒▒ ▒▒▒▒ ▒▒▒▒ ▒▒▒▒▒ ▒▒▒ ▒▒▒▒▒ ▒▒▒▒ ▒▒▒▒▒ ▒▒▒ ▒▒▒▒ ▒▒▒▒▒ ▒▒▒ ▒▒▒▒▒ ▒▒▒▒ ▒▒▒▒ ▒▒▒▒▒ ▒▒▒ ▒▒▒▒▒ ▒▒▒▒ ▒▒▒▒▒ ▒▒▒ ▒▒▒▒ ▒▒▒▒▒ ▒▒▒ ▒▒▒▒▒ ▒▒▒▒ ▒▒▒▒ ▒▒▒▒▒ ▒▒▒ ▒▒▒▒▒ ▒▒▒▒ ▒▒▒▒▒	[37, 440, 117, 563]
sidebar-header: সন্দেশ	[598, 22, 684, 41]
sidebar-item2-body: ▒▒▒▒ ▒▒▒▒▒ ▒▒▒ ▒▒▒▒▒ ▒▒▒▒ ▒▒▒▒ ▒▒▒▒▒ ▒▒▒ ▒▒▒▒ ▒▒▒▒▒ ▒▒▒ ▒▒▒▒▒ ▒▒▒ ▒▒▒▒▒ ▒▒▒▒ ▒▒▒▒▒ ▒▒▒ ▒▒▒▒ ▒▒▒▒▒▒ ▒▒▒ ▒▒▒▒ ▒▒▒▒▒ ▒▒▒ ▒▒▒▒▒ ▒▒▒▒ ▒▒▒▒ ▒▒▒▒▒ ▒▒▒ ▒▒▒▒▒ ▒▒▒▒ ▒▒▒▒▒ ▒▒▒ ▒▒▒▒▒ ▒▒▒▒ ▒▒▒ ▒▒▒▒▒ ▒▒▒ ▒▒▒▒ ▒▒▒▒▒ ▒▒▒ ▒▒▒▒ ▒▒▒▒▒ ▒▒▒ ▒▒▒▒▒ ▒▒▒▒ ▒▒▒ ▒▒▒▒▒ ▒▒▒ ▒▒▒▒ ▒▒▒▒▒ ▒▒▒ ▒▒▒▒▒ ▒▒▒▒ ▒▒▒▒▒ ▒▒▒ ▒▒▒▒ ▒▒▒▒▒ ▒▒▒ ▒▒▒▒▒ ▒▒▒▒ ▒▒▒▒▒ ▒▒▒ ▒▒▒▒	[601, 206, 681, 286]
batting-headline[interactable]: ব্যাটিং বিভীষিকার পর শরীফুল-আলো	[600, 707, 675, 732]
cabinet-bullet-1: ■ কয়েকজন মন্ত্রী-প্রতিমন্ত্রীর বদল হতে পারে।	[429, 669, 501, 683]
masthead-pages-price: পৃষ্ঠা ১২ | মূল্য ১০ টাকা	[6, 41, 56, 47]
